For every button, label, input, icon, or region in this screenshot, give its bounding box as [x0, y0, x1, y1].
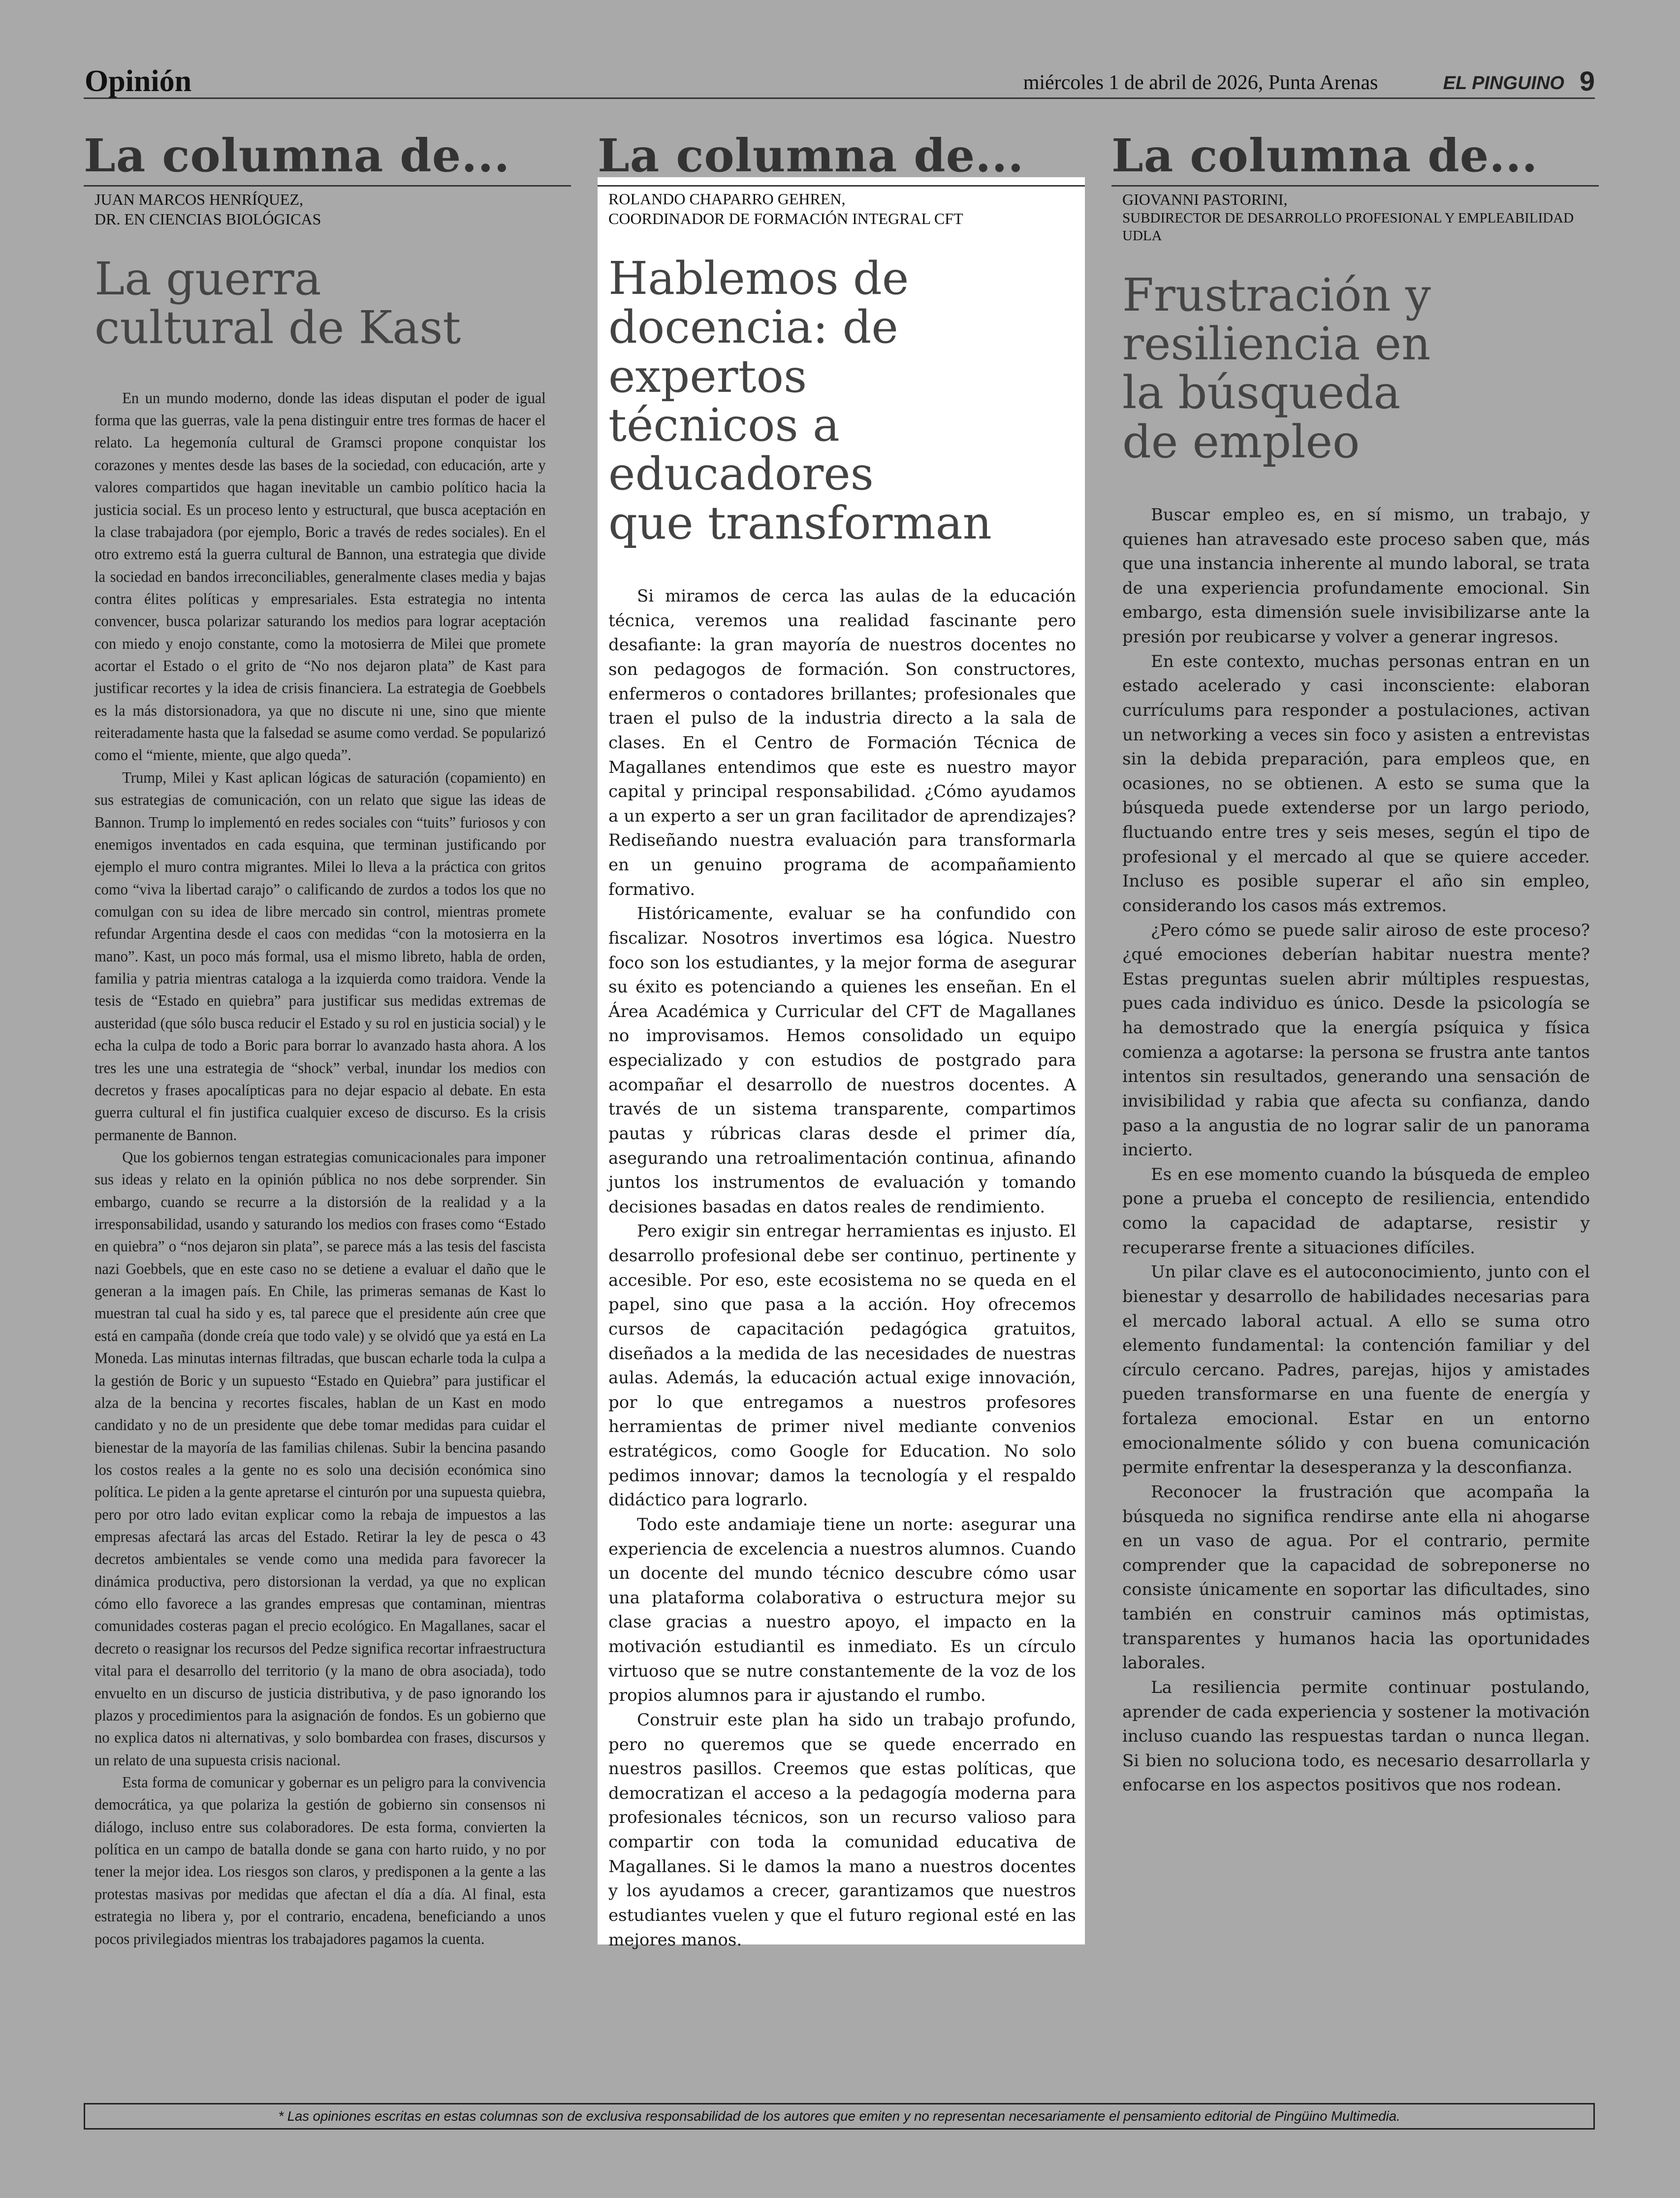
headline-line: Frustración y — [1122, 268, 1431, 321]
headline-line: técnicos a educadores — [608, 399, 874, 501]
paragraph: La resiliencia permite continuar postulando, aprender de cada experiencia y sostener la motivación incluso cuando las respuestas tardan o nunca llegan. Si bien no soluciona todo, es necesario desarrollarla y enfocarse en los aspectos positivos que nos rodean. — [1122, 1677, 1590, 1795]
newspaper-logo: EL PINGUINO — [1443, 73, 1564, 94]
paragraph: Pero exigir sin entregar herramientas es injusto. El desarrollo profesional debe ser continuo, pertinente y accesible. Por eso, este ecosistema no se queda en el papel, sino que pasa a la acción. Hoy ofrecemos cursos de capacitación pedagógica gratuitos, diseñados a la medida de las necesidades de nuestras aulas. Además, la educación actual exige innovación, por lo que entregamos a nuestros profesores herramientas de primer nivel mediante convenios estratégicos, como Google for Education. No solo pedimos innovar; damos la tecnología y el respaldo didáctico para lograrlo. — [608, 1221, 1076, 1510]
paragraph: En este contexto, muchas personas entran en un estado acelerado y casi inconsciente: elaboran currículums para responder a postulaciones, activan un networking a veces sin foco y asisten a entrevistas sin la debida preparación, para empleos que, en ocasiones, no se obtienen. A esto se suma que la búsqueda puede extenderse por un largo periodo, fluctuando entre tres y seis meses, según el tipo de profesional y el mercado al que se quiere acceder. Incluso es posible superar el año sin empleo, considerando los casos más extremos. — [1122, 651, 1590, 916]
date-text: miércoles 1 de abril de 2026, Punta Arenas — [1023, 71, 1378, 94]
headline-line: cultural de Kast — [95, 301, 461, 354]
author-byline — [95, 190, 571, 229]
headline-line: que transforman — [608, 496, 992, 549]
paragraph: ¿Pero cómo se puede salir airoso de este proceso? ¿qué emociones deberían habitar nuestra mente? Estas preguntas suelen abrir múltiples respuestas, pues cada individuo es único. Desde la psicología se ha demostrado que la energía psíquica y física comienza a agotarse: la persona se frustra ante tantos intentos sin resultados, generando una sensación de invisibilidad y rabia que afecta su confianza, dando paso a la angustia de no lograr salir de un panorama incierto. — [1122, 920, 1590, 1160]
author-name: ROLANDO CHAPARRO GEHREN, — [608, 190, 846, 208]
paragraph: Construir este plan ha sido un trabajo profundo, pero no queremos que se quede encerrado en nuestros pasillos. Creemos que estas políticas, que democratizan el acceso a la pedagogía moderna para profesionales técnicos, son un recurso valioso para compartir con toda la comunidad educativa de Magallanes. Si le damos la mano a nuestros docentes y los ayudamos a crecer, garantizamos que nuestros estudiantes vuelen y que el futuro regional esté en las mejores manos. — [608, 1710, 1076, 1950]
author-byline — [1122, 190, 1599, 245]
paragraph: Si miramos de cerca las aulas de la educación técnica, veremos una realidad fascinante pero desafiante: la gran mayoría de nuestros docentes no son pedagogos de formación. Son constructores, enfermeros o contadores brillantes; profesionales que traen el pulso de la industria directo a la sala de clases. En el Centro de Formación Técnica de Magallanes entendimos que este es nuestro mayor capital y principal responsabilidad. ¿Cómo ayudamos a un experto a ser un gran facilitador de aprendizajes? Rediseñando nuestra evaluación para transformarla en un genuino programa de acompañamiento formativo. — [608, 586, 1076, 899]
column-kicker: La columna de... — [84, 133, 571, 187]
headline-line: Hablemos de — [608, 252, 909, 305]
paragraph: Esta forma de comunicar y gobernar es un peligro para la convivencia democrática, ya que polariza la gestión de gobierno sin consensos ni diálogo, incluso entre sus colaboradores. De esta forma, convierten la política en un campo de batalla donde se gana con harto ruido, y no por tener la mejor idea. Los riesgos son claros, y predisponen a la gente a las protestas masivas por medidas que afectan el día a día. Al final, esta estrategia no libera y, por el contrario, encadena, beneficiando a unos pocos privilegiados mientras los trabajadores pagamos la cuenta. — [95, 1774, 546, 1947]
column-1 — [84, 129, 571, 1950]
paragraph: Un pilar clave es el autoconocimiento, junto con el bienestar y desarrollo de habilidades necesarias para el mercado laboral actual. A ello se suma otro elemento fundamental: la contención familiar y del círculo cercano. Padres, parejas, hijos y amistades pueden transformarse en una fuente de energía y fortaleza emocional. Estar en un entorno emocionalmente sólido y con buena comunicación permite enfrentar la desesperanza y la desconfianza. — [1122, 1262, 1590, 1478]
article-body — [1122, 503, 1590, 1798]
section-title: Opinión — [85, 64, 192, 98]
column-kicker: La columna de... — [598, 133, 1085, 187]
disclaimer-box: * Las opiniones escritas en estas columnas son de exclusiva responsabilidad de los autores que emiten y no representan necesariamente el pensamiento editorial de Pingüino Multimedia. — [84, 2103, 1595, 2130]
paragraph: Históricamente, evaluar se ha confundido con fiscalizar. Nosotros invertimos esa lógica. Nuestro foco son los estudiantes, y la mejor forma de asegurar su éxito es potenciando a quienes les enseñan. En el Área Académica y Curricular del CFT de Magallanes no improvisamos. Hemos consolidado un equipo especializado y con estudios de postgrado para acompañar el desarrollo de nuestros docentes. A través de un sistema transparente, compartimos pautas y rúbricas claras desde el primer día, asegurando una retroalimentación continua, afinando juntos los instrumentos de evaluación y tomando decisiones basadas en datos reales de rendimiento. — [608, 904, 1076, 1217]
article-body — [95, 387, 546, 1950]
paragraph: En un mundo moderno, donde las ideas disputan el poder de igual forma que las guerras, vale la pena distinguir entre tres formas de hacer el relato. La hegemonía cultural de Gramsci propone conquistar los corazones y mentes desde las bases de la sociedad, con educación, arte y valores compartidos que hagan inevitable un cambio político hacia la justicia social. Es un proceso lento y estructural, que busca aceptación en la clase trabajadora (por ejemplo, Boric a través de redes sociales). En el otro extremo está la guerra cultural de Bannon, una estrategia que divide la sociedad en bandos irreconciliables, generalmente clases media y bajas contra élites políticas y empresariales. Esta estrategia no intenta convencer, busca polarizar saturando los medios para lograr aceptación con miedo y enojo constante, como la motosierra de Milei que promete acortar el Estado o el grito de “No nos dejaron plata” de Kast para justificar recortes y la idea de crisis financiera. La estrategia de Goebbels es la más distorsionadora, ya que no discute ni une, sino que miente reiteradamente hasta que la falsedad se asume como verdad. Se popularizó como el “miente, miente, que algo queda”. — [95, 389, 546, 764]
author-name: GIOVANNI PASTORINI, — [1122, 191, 1288, 208]
page-number: 9 — [1579, 65, 1595, 96]
headline-line: La guerra — [95, 253, 321, 305]
paragraph: Es en ese momento cuando la búsqueda de empleo pone a prueba el concepto de resiliencia, entendido como la capacidad de adaptarse, resistir y recuperarse frente a situaciones difíciles. — [1122, 1164, 1590, 1258]
author-title: DR. EN CIENCIAS BIOLÓGICAS — [95, 210, 321, 228]
author-name: JUAN MARCOS HENRÍQUEZ, — [95, 191, 304, 208]
article-headline — [1122, 268, 1599, 468]
headline-line: de empleo — [1122, 415, 1360, 468]
article-body — [608, 584, 1076, 1952]
author-title: SUBDIRECTOR DE DESARROLLO PROFESIONAL Y EMPLEABILIDAD UDLA — [1122, 210, 1574, 244]
column-3 — [1111, 129, 1599, 1798]
article-headline — [95, 255, 571, 352]
headline-line: docencia: de expertos — [608, 301, 898, 403]
paragraph: Trump, Milei y Kast aplican lógicas de saturación (copamiento) en sus estrategias de comunicación, con un relato que sigue las ideas de Bannon. Trump lo implementó en redes sociales con “tuits” furiosos y con enemigos inventados en cada esquina, que terminan justificando por ejemplo el muro contra migrantes. Milei lo lleva a la práctica con gritos como “viva la libertad carajo” o calificando de zurdos a todos los que no comulgan con su idea de libre mercado sin control, mientras promete refundar Argentina desde el caos con medidas “con la motosierra en la mano”. Kast, un poco más formal, usa el mismo libreto, habla de orden, familia y patria mientras cataloga a la izquierda como traidora. Vende la tesis de “Estado en quiebra” para justificar sus medidas extremas de austeridad (que sólo busca reducir el Estado y su rol en justicia social) y le echa la culpa de todo a Boric para borrar lo avanzado hasta ahora. A los tres les une una estrategia de “shock” verbal, inundar los medios con decretos y frases apocalípticas para no dejar espacio al debate. En esta guerra cultural el fin justifica cualquier exceso de discurso. Es la crisis permanente de Bannon. — [95, 768, 546, 1144]
headline-line: resiliencia en — [1122, 317, 1431, 370]
column-2 — [598, 129, 1085, 1950]
date-location — [1023, 71, 1516, 95]
article-headline — [608, 254, 1075, 547]
paragraph: Buscar empleo es, en sí mismo, un trabajo, y quienes han atravesado este proceso saben que, más que una instancia inherente al mundo laboral, se trata de una experiencia profundamente emocional. Sin embargo, esta dimensión suele invisibilizarse ante la presión por reubicarse y volver a generar ingresos. — [1122, 505, 1590, 647]
author-title: COORDINADOR DE FORMACIÓN INTEGRAL CFT — [608, 210, 963, 227]
headline-line: la búsqueda — [1122, 366, 1401, 419]
author-byline — [608, 189, 1075, 228]
paragraph: Reconocer la frustración que acompaña la búsqueda no significa rendirse ante ella ni ahogarse en un vaso de agua. Por el contrario, permite comprender que la capacidad de sobreponerse no consiste únicamente en soportar las dificultades, sino también en construir caminos más optimistas, transparentes y humanos hacia las oportunidades laborales. — [1122, 1482, 1590, 1673]
page-header — [84, 64, 1595, 99]
column-kicker: La columna de... — [1111, 133, 1599, 187]
paragraph: Que los gobiernos tengan estrategias comunicacionales para imponer sus ideas y relato en la opinión pública no nos debe sorprender. Sin embargo, cuando se recurre a la distorsión de la realidad y a la irresponsabilidad, usando y saturando los medios con frases como “Estado en quiebra” o “nos dejaron sin plata”, se parece más a las tesis del fascista nazi Goebbels, que en este caso no se detiene a evaluar el daño que le generan a la imagen país. En Chile, las primeras semanas de Kast lo muestran tal cual ha sido y es, tal parece que el presidente aún cree que está en campaña (donde creía que todo vale) y se olvidó que ya está en La Moneda. Las minutas internas filtradas, que buscan echarle toda la culpa a la gestión de Boric y un supuesto “Estado en Quiebra” para justificar el alza de la bencina y recortes fiscales, hablan de un Kast en modo candidato y no de un presidente que debe tomar medidas para cuidar el bienestar de la mayoría de las familias chilenas. Subir la bencina pasando los costos reales a la gente no es solo una decisión económica sino política. Le piden a la gente apretarse el cinturón por una supuesta quiebra, pero por otro lado evitan explicar como la rebaja de impuestos a las empresas afectará las arcas del Estado. Retirar la ley de pesca o 43 decretos ambientales se vende como una medida para favorecer la dinámica productiva, pero distorsionan la verdad, ya que no explican cómo ello favorece a las grandes empresas que contaminan, mientras comunidades costeras pagan el precio ecológico. En Magallanes, sacar el decreto o reasignar los recursos del Pedze significa recortar infraestructura vital para el desarrollo del territorio (y la mano de obra asociada), todo envuelto en un discurso de justicia distributiva, y de paso ignorando los plazos y procedimientos para la asignación de fondos. Es un gobierno que no explica datos ni alternativas, y solo bombardea con frases, discursos y un relato de una supuesta crisis nacional. — [95, 1148, 546, 1769]
paragraph: Todo este andamiaje tiene un norte: asegurar una experiencia de excelencia a nuestros alumnos. Cuando un docente del mundo técnico descubre cómo usar una plataforma colaborativa o estructura mejor su clase gracias a nuestro apoyo, el impacto en la motivación estudiantil es inmediato. Es un círculo virtuoso que se nutre constantemente de la voz de los propios alumnos para ir ajustando el rumbo. — [608, 1514, 1076, 1706]
